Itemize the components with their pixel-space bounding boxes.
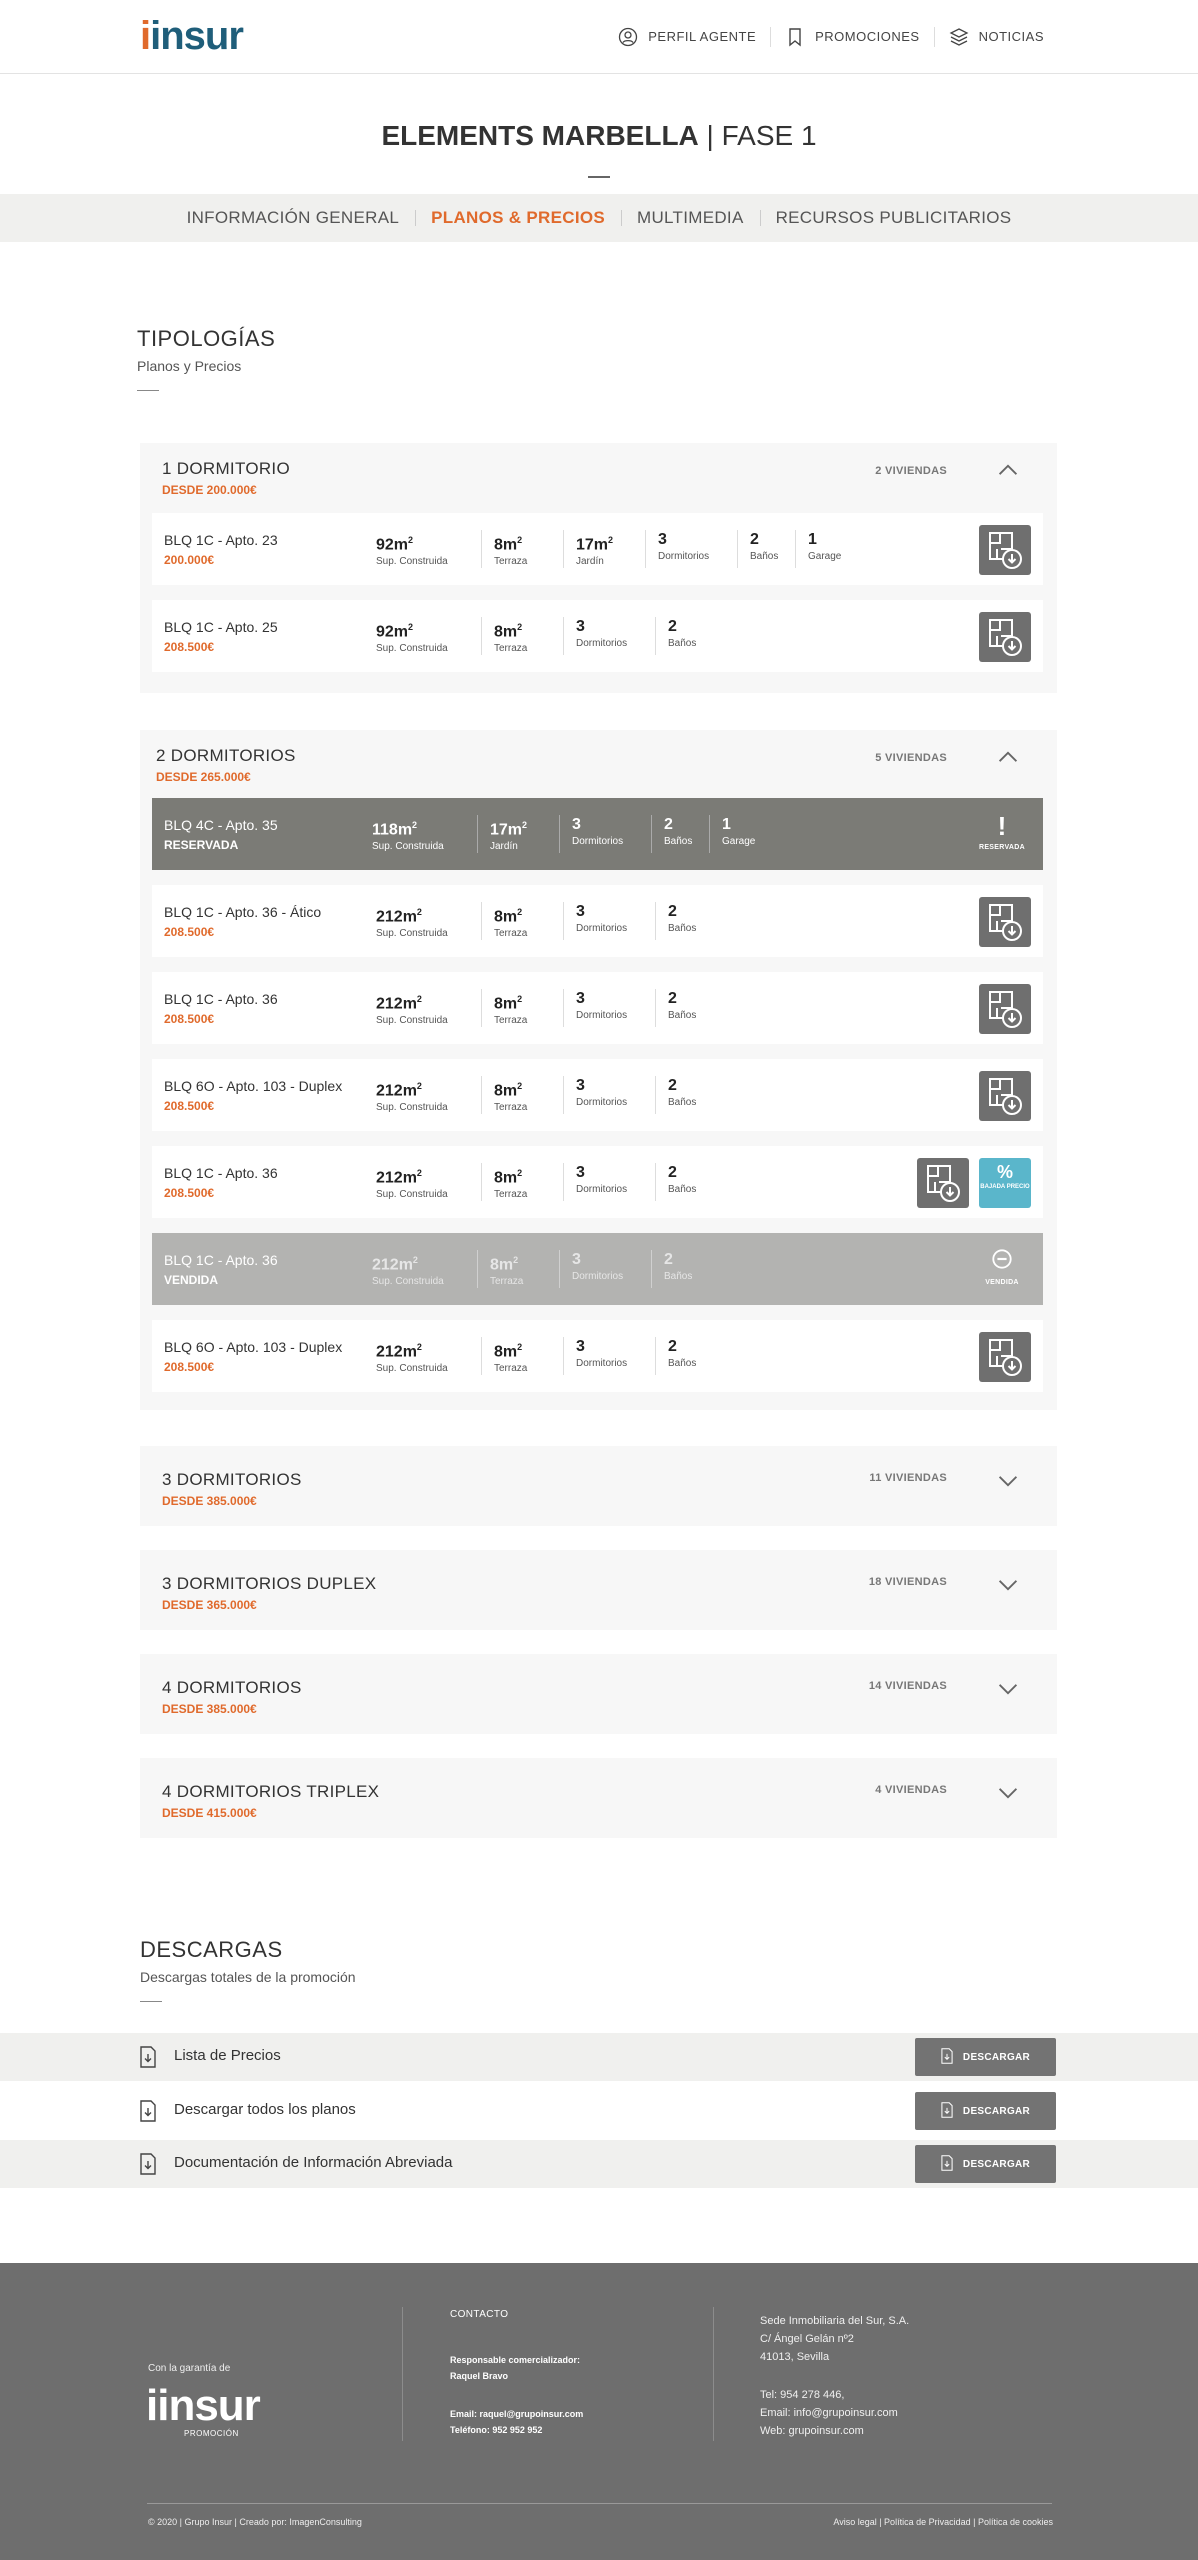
spec-label: Baños: [668, 1097, 697, 1108]
top-bar: [0, 0, 1198, 74]
title-separator: |: [706, 120, 714, 151]
section-title: DESCARGAS: [140, 1937, 283, 1962]
spec-label: Baños: [668, 1184, 697, 1195]
unit-spec: [376, 617, 482, 655]
button-label: DESCARGAR: [962, 2158, 1031, 2170]
group-price-from: DESDE 385.000€: [162, 1494, 257, 1508]
file-download-icon: [941, 2102, 953, 2121]
group-unit-count: 2 VIVIENDAS: [875, 465, 947, 477]
spec-label: Sup. Construida: [376, 928, 448, 940]
spec-value: $92m^2$: [376, 622, 414, 641]
spec-value: 3: [572, 816, 581, 833]
footer-web[interactable]: Web: grupoinsur.com: [760, 2425, 864, 2437]
unit-spec: [494, 1163, 564, 1201]
unit-price: RESERVADA: [164, 838, 239, 852]
spec-label: Dormitorios: [576, 1010, 628, 1021]
group-price-from: DESDE 385.000€: [162, 1702, 257, 1716]
spec-value: $212m^2$: [376, 994, 422, 1013]
unit-spec: [494, 530, 564, 568]
floor-plan-download-icon: [979, 1021, 1031, 1038]
unit-spec: [494, 1076, 564, 1114]
unit-spec: [572, 815, 652, 853]
unit-spec: [376, 530, 482, 568]
footer-city: 41013, Sevilla: [760, 2351, 830, 2363]
unit-row[interactable]: [152, 600, 1043, 672]
logo-i: i: [146, 2381, 158, 2430]
title-name: ELEMENTS MARBELLA: [381, 120, 699, 151]
unit-price: 208.500€: [164, 1360, 215, 1374]
spec-value: $8m^2$: [494, 994, 523, 1013]
unit-spec: [376, 989, 482, 1027]
spec-value: $92m^2$: [376, 535, 414, 554]
tab-planos-precios[interactable]: PLANOS & PRECIOS: [415, 208, 621, 228]
chevron-down-icon[interactable]: [997, 1474, 1019, 1488]
unit-row[interactable]: [152, 798, 1043, 870]
unit-row[interactable]: [152, 1233, 1043, 1305]
spec-label: Sup. Construida: [372, 841, 444, 853]
spec-value: $212m^2$: [376, 1168, 422, 1187]
unit-row[interactable]: [152, 513, 1043, 585]
footer-copyright: © 2020 | Grupo Insur | Creado por: ImagenConsulting: [148, 2517, 362, 2527]
logo-text: insur: [157, 2381, 260, 2430]
unit-spec: [576, 1163, 656, 1201]
footer-contact-phone[interactable]: Teléfono: 952 952 952: [450, 2425, 543, 2435]
spec-label: Sup. Construida: [376, 1015, 448, 1027]
unit-spec: [658, 530, 738, 568]
unit-price: VENDIDA: [164, 1273, 219, 1287]
spec-value: 3: [576, 990, 585, 1007]
typology-group: [140, 443, 1057, 693]
group-header[interactable]: [140, 730, 1057, 794]
chevron-down-icon[interactable]: [997, 1578, 1019, 1592]
spec-value: $8m^2$: [490, 1255, 519, 1274]
logo-i: i: [140, 14, 151, 58]
unit-row[interactable]: [152, 1146, 1043, 1218]
typology-group: [140, 1446, 1057, 1526]
layers-icon: [949, 27, 969, 47]
download-label: Documentación de Información Abreviada: [174, 2154, 453, 2171]
file-download-icon: [140, 2046, 156, 2068]
unit-spec: [372, 815, 478, 853]
group-unit-count: 4 VIVIENDAS: [875, 1784, 947, 1796]
spec-value: 2: [668, 1164, 677, 1181]
unit-name: BLQ 1C - Apto. 36: [164, 1252, 278, 1268]
unit-spec: [376, 1076, 482, 1114]
unit-price: 208.500€: [164, 1012, 215, 1026]
unit-spec: [572, 1250, 652, 1288]
group-name: 4 DORMITORIOS: [162, 1678, 302, 1697]
unit-name: BLQ 4C - Apto. 35: [164, 817, 278, 833]
spec-value: $118m^2$: [372, 820, 418, 839]
spec-label: Sup. Construida: [376, 1363, 448, 1375]
download-plan-button[interactable]: [979, 984, 1031, 1034]
spec-value: $8m^2$: [494, 535, 523, 554]
spec-value: $212m^2$: [376, 1342, 422, 1361]
status-label: RESERVADA: [978, 844, 1025, 851]
unit-spec: [494, 989, 564, 1027]
download-plan-button[interactable]: [979, 1071, 1031, 1121]
unit-spec: [576, 1076, 656, 1114]
spec-value: 1: [722, 816, 731, 833]
spec-label: Dormitorios: [576, 638, 628, 649]
unit-name: BLQ 1C - Apto. 36: [164, 991, 278, 1007]
unit-spec: [376, 902, 482, 940]
spec-value: 2: [750, 531, 759, 548]
chevron-up-icon[interactable]: [997, 750, 1019, 764]
logo-text: insur: [150, 14, 243, 58]
spec-label: Dormitorios: [572, 836, 624, 847]
spec-value: 2: [664, 1251, 673, 1268]
bookmark-icon: [785, 27, 805, 47]
download-row: [0, 2140, 1198, 2188]
divider: [402, 2307, 403, 2441]
tab-multimedia[interactable]: MULTIMEDIA: [621, 208, 760, 228]
section-tabs: [0, 194, 1198, 242]
spec-label: Baños: [668, 638, 697, 649]
group-unit-count: 14 VIVIENDAS: [868, 1680, 947, 1692]
unit-specs: [376, 1163, 726, 1201]
spec-value: $212m^2$: [376, 1081, 422, 1100]
spec-label: Baños: [668, 1010, 697, 1021]
footer-contact-email[interactable]: Email: raquel@grupoinsur.com: [450, 2409, 584, 2419]
download-row: [0, 2087, 1198, 2135]
spec-label: Terraza: [494, 1102, 528, 1114]
tab-informacion-general[interactable]: INFORMACIÓN GENERAL: [186, 208, 400, 227]
section-subtitle: Descargas totales de la promoción: [140, 1969, 356, 1985]
unit-spec: [576, 617, 656, 655]
spec-label: Sup. Construida: [372, 1276, 444, 1288]
unit-price: 200.000€: [164, 553, 215, 567]
insur-logo[interactable]: [140, 14, 243, 59]
spec-value: 1: [808, 531, 817, 548]
spec-value: $8m^2$: [494, 907, 523, 926]
spec-label: Jardín: [490, 841, 518, 853]
unit-name: BLQ 6O - Apto. 103 - Duplex: [164, 1339, 343, 1355]
unit-spec: [668, 989, 714, 1027]
group-unit-count: 11 VIVIENDAS: [869, 1472, 947, 1484]
promotion-title-block: [0, 74, 1198, 194]
unit-row[interactable]: [152, 885, 1043, 957]
group-price-from: DESDE 200.000€: [162, 483, 257, 497]
download-plan-button[interactable]: [979, 897, 1031, 947]
unit-name: BLQ 1C - Apto. 36 - Ático: [164, 904, 322, 920]
unit-specs: [376, 1076, 726, 1114]
file-download-icon: [140, 2153, 156, 2175]
unit-specs: [376, 989, 726, 1027]
unit-price: 208.500€: [164, 925, 215, 939]
chevron-down-icon[interactable]: [997, 1786, 1019, 1800]
group-name: 4 DORMITORIOS TRIPLEX: [162, 1782, 380, 1801]
nav-perfil-agente[interactable]: [604, 27, 770, 47]
spec-label: Sup. Construida: [376, 1189, 448, 1201]
unit-spec: [722, 815, 782, 853]
typology-group: [140, 1654, 1057, 1734]
unit-spec: [664, 815, 710, 853]
unit-spec: [494, 902, 564, 940]
footer-responsable-name: Raquel Bravo: [450, 2371, 509, 2381]
button-label: DESCARGAR: [962, 2105, 1031, 2117]
unit-spec: [576, 989, 656, 1027]
group-price-from: DESDE 415.000€: [162, 1806, 257, 1820]
unit-spec: [668, 1337, 714, 1375]
unit-spec: [664, 1250, 710, 1288]
nav-noticias[interactable]: [934, 27, 1058, 47]
spec-label: Dormitorios: [576, 1097, 628, 1108]
spec-value: 3: [576, 903, 585, 920]
spec-label: Dormitorios: [576, 1358, 628, 1369]
tipologias-heading: [0, 326, 275, 391]
spec-value: $212m^2$: [372, 1255, 418, 1274]
percent-icon: %: [996, 1162, 1013, 1182]
spec-value: 3: [576, 1077, 585, 1094]
footer-legal-links[interactable]: Aviso legal | Política de Privacidad | Política de cookies: [833, 2517, 1053, 2527]
spec-label: Sup. Construida: [376, 643, 448, 655]
spec-label: Baños: [664, 1271, 693, 1282]
floor-plan-download-icon: [979, 562, 1031, 579]
spec-label: Garage: [722, 836, 756, 847]
group-unit-count: 18 VIVIENDAS: [868, 1576, 947, 1588]
spec-value: 2: [668, 903, 677, 920]
nav-label: PROMOCIONES: [815, 29, 920, 44]
unit-spec: [668, 1076, 714, 1114]
group-header[interactable]: [140, 1446, 1057, 1510]
sold-status: [977, 1247, 1027, 1286]
footer-tel[interactable]: Tel: 954 278 446,: [760, 2389, 845, 2401]
unit-specs: [376, 617, 726, 655]
descargar-button[interactable]: [915, 2145, 1056, 2183]
spec-value: 2: [668, 618, 677, 635]
group-header[interactable]: [140, 443, 1057, 507]
unit-price: 208.500€: [164, 640, 215, 654]
descargar-button[interactable]: [915, 2092, 1056, 2130]
typology-group: [140, 1758, 1057, 1838]
unit-name: BLQ 1C - Apto. 25: [164, 619, 278, 635]
group-price-from: DESDE 265.000€: [156, 770, 251, 784]
spec-value: 2: [668, 1338, 677, 1355]
group-header[interactable]: [140, 1550, 1057, 1614]
unit-spec: [490, 815, 560, 853]
group-header[interactable]: [140, 1758, 1057, 1822]
download-plan-button[interactable]: [979, 612, 1031, 662]
file-download-icon: [140, 2100, 156, 2122]
unit-spec: [668, 902, 714, 940]
group-header[interactable]: [140, 1654, 1057, 1718]
price-drop-badge[interactable]: [979, 1158, 1031, 1208]
spec-label: Terraza: [490, 1276, 524, 1288]
divider: [713, 2307, 714, 2441]
group-name: 3 DORMITORIOS: [162, 1470, 302, 1489]
descargar-button[interactable]: [915, 2038, 1056, 2076]
unit-spec: [376, 1163, 482, 1201]
unit-spec: [668, 617, 714, 655]
spec-label: Terraza: [494, 1015, 528, 1027]
spec-label: Baños: [668, 1358, 697, 1369]
unit-spec: [576, 902, 656, 940]
group-price-from: DESDE 365.000€: [162, 1598, 257, 1612]
no-entry-icon: [977, 1247, 1027, 1275]
group-unit-count: 5 VIVIENDAS: [875, 752, 947, 764]
group-name: 3 DORMITORIOS DUPLEX: [162, 1574, 377, 1593]
file-download-icon: [941, 2155, 953, 2174]
spec-label: Baños: [750, 551, 779, 562]
unit-spec: [808, 530, 868, 568]
spec-value: 3: [576, 1338, 585, 1355]
spec-value: 2: [664, 816, 673, 833]
spec-value: $8m^2$: [494, 622, 523, 641]
unit-row[interactable]: [152, 1320, 1043, 1392]
spec-label: Terraza: [494, 1363, 528, 1375]
spec-label: Dormitorios: [572, 1271, 624, 1282]
unit-spec: [576, 530, 646, 568]
spec-label: Terraza: [494, 556, 528, 568]
floor-plan-download-icon: [917, 1195, 969, 1212]
descargas-heading: [3, 1937, 356, 2002]
chevron-down-icon[interactable]: [997, 1682, 1019, 1696]
divider: [147, 2503, 1052, 2504]
tab-recursos-publicitarios[interactable]: RECURSOS PUBLICITARIOS: [760, 208, 1028, 228]
footer-responsable-label: Responsable comercializador:: [450, 2355, 581, 2365]
top-nav: [604, 27, 1058, 47]
spec-label: Jardín: [576, 556, 604, 568]
unit-name: BLQ 1C - Apto. 36: [164, 1165, 278, 1181]
group-name: 2 DORMITORIOS: [156, 746, 296, 765]
nav-label: PERFIL AGENTE: [648, 29, 757, 44]
spec-value: 3: [658, 531, 667, 548]
file-download-icon: [941, 2048, 953, 2067]
unit-name: BLQ 6O - Apto. 103 - Duplex: [164, 1078, 343, 1094]
footer-logo[interactable]: [146, 2381, 260, 2431]
spec-value: $8m^2$: [494, 1342, 523, 1361]
section-subtitle: Planos y Precios: [137, 358, 242, 374]
download-plan-button[interactable]: [917, 1158, 969, 1208]
spec-value: 2: [668, 990, 677, 1007]
floor-plan-download-icon: [979, 1108, 1031, 1125]
unit-price: 208.500€: [164, 1186, 215, 1200]
download-label: Descargar todos los planos: [174, 2101, 356, 2118]
nav-promociones[interactable]: [770, 27, 933, 47]
spec-value: 3: [576, 1164, 585, 1181]
unit-price: 208.500€: [164, 1099, 215, 1113]
footer-guarantee: Con la garantía de: [148, 2363, 231, 2374]
unit-spec: [576, 1337, 656, 1375]
spec-label: Terraza: [494, 928, 528, 940]
button-label: DESCARGAR: [962, 2051, 1031, 2063]
unit-specs: [376, 1337, 726, 1375]
unit-specs: [376, 902, 726, 940]
section-title: TIPOLOGÍAS: [137, 326, 276, 351]
exclamation-icon: !: [997, 811, 1007, 841]
divider: [140, 2001, 162, 2002]
spec-value: $212m^2$: [376, 907, 422, 926]
unit-spec: [668, 1163, 714, 1201]
unit-spec: [376, 1337, 482, 1375]
spec-value: 3: [572, 1251, 581, 1268]
unit-specs: [372, 1250, 722, 1288]
spec-label: Terraza: [494, 1189, 528, 1201]
unit-specs: [372, 815, 794, 853]
spec-value: 2: [668, 1077, 677, 1094]
spec-label: Sup. Construida: [376, 556, 448, 568]
reserved-status: [977, 812, 1027, 851]
download-plan-button[interactable]: [979, 525, 1031, 575]
spec-label: Dormitorios: [576, 1184, 628, 1195]
unit-spec: [490, 1250, 560, 1288]
spec-label: Sup. Construida: [376, 1102, 448, 1114]
unit-name: BLQ 1C - Apto. 23: [164, 532, 278, 548]
footer-street: C/ Ángel Gelán nº2: [760, 2333, 854, 2345]
download-plan-button[interactable]: [979, 1332, 1031, 1382]
download-label: Lista de Precios: [174, 2047, 281, 2064]
download-row: [0, 2033, 1198, 2081]
footer-email[interactable]: Email: info@grupoinsur.com: [760, 2407, 898, 2419]
unit-row[interactable]: [152, 972, 1043, 1044]
spec-label: Terraza: [494, 643, 528, 655]
divider: [137, 390, 159, 391]
spec-value: 3: [576, 618, 585, 635]
spec-label: Dormitorios: [658, 551, 710, 562]
footer-company: Sede Inmobiliaria del Sur, S.A.: [760, 2315, 910, 2327]
chevron-up-icon[interactable]: [997, 463, 1019, 477]
title-phase: FASE 1: [721, 120, 817, 151]
page-title: [0, 120, 1198, 152]
price-drop-label: BAJADA PRECIO: [980, 1184, 1030, 1190]
floor-plan-download-icon: [979, 649, 1031, 666]
group-name: 1 DORMITORIO: [162, 459, 290, 478]
unit-spec: [750, 530, 796, 568]
unit-row[interactable]: [152, 1059, 1043, 1131]
footer-logo-sub: PROMOCIÓN: [184, 2429, 239, 2438]
footer: [0, 2263, 1198, 2560]
divider: [588, 176, 610, 178]
spec-value: $8m^2$: [494, 1168, 523, 1187]
typology-group: [140, 730, 1057, 1410]
floor-plan-download-icon: [979, 934, 1031, 951]
nav-label: NOTICIAS: [978, 29, 1044, 44]
spec-label: Baños: [664, 836, 693, 847]
unit-specs: [376, 530, 880, 568]
typology-group: [140, 1550, 1057, 1630]
status-label: VENDIDA: [985, 1279, 1019, 1286]
unit-spec: [494, 617, 564, 655]
floor-plan-download-icon: [979, 1369, 1031, 1386]
spec-value: $17m^2$: [576, 535, 614, 554]
spec-label: Garage: [808, 551, 842, 562]
spec-value: $17m^2$: [490, 820, 528, 839]
user-icon: [618, 27, 638, 47]
footer-contact-title: CONTACTO: [450, 2309, 509, 2320]
spec-value: $8m^2$: [494, 1081, 523, 1100]
spec-label: Dormitorios: [576, 923, 628, 934]
spec-label: Baños: [668, 923, 697, 934]
unit-spec: [372, 1250, 478, 1288]
unit-spec: [494, 1337, 564, 1375]
